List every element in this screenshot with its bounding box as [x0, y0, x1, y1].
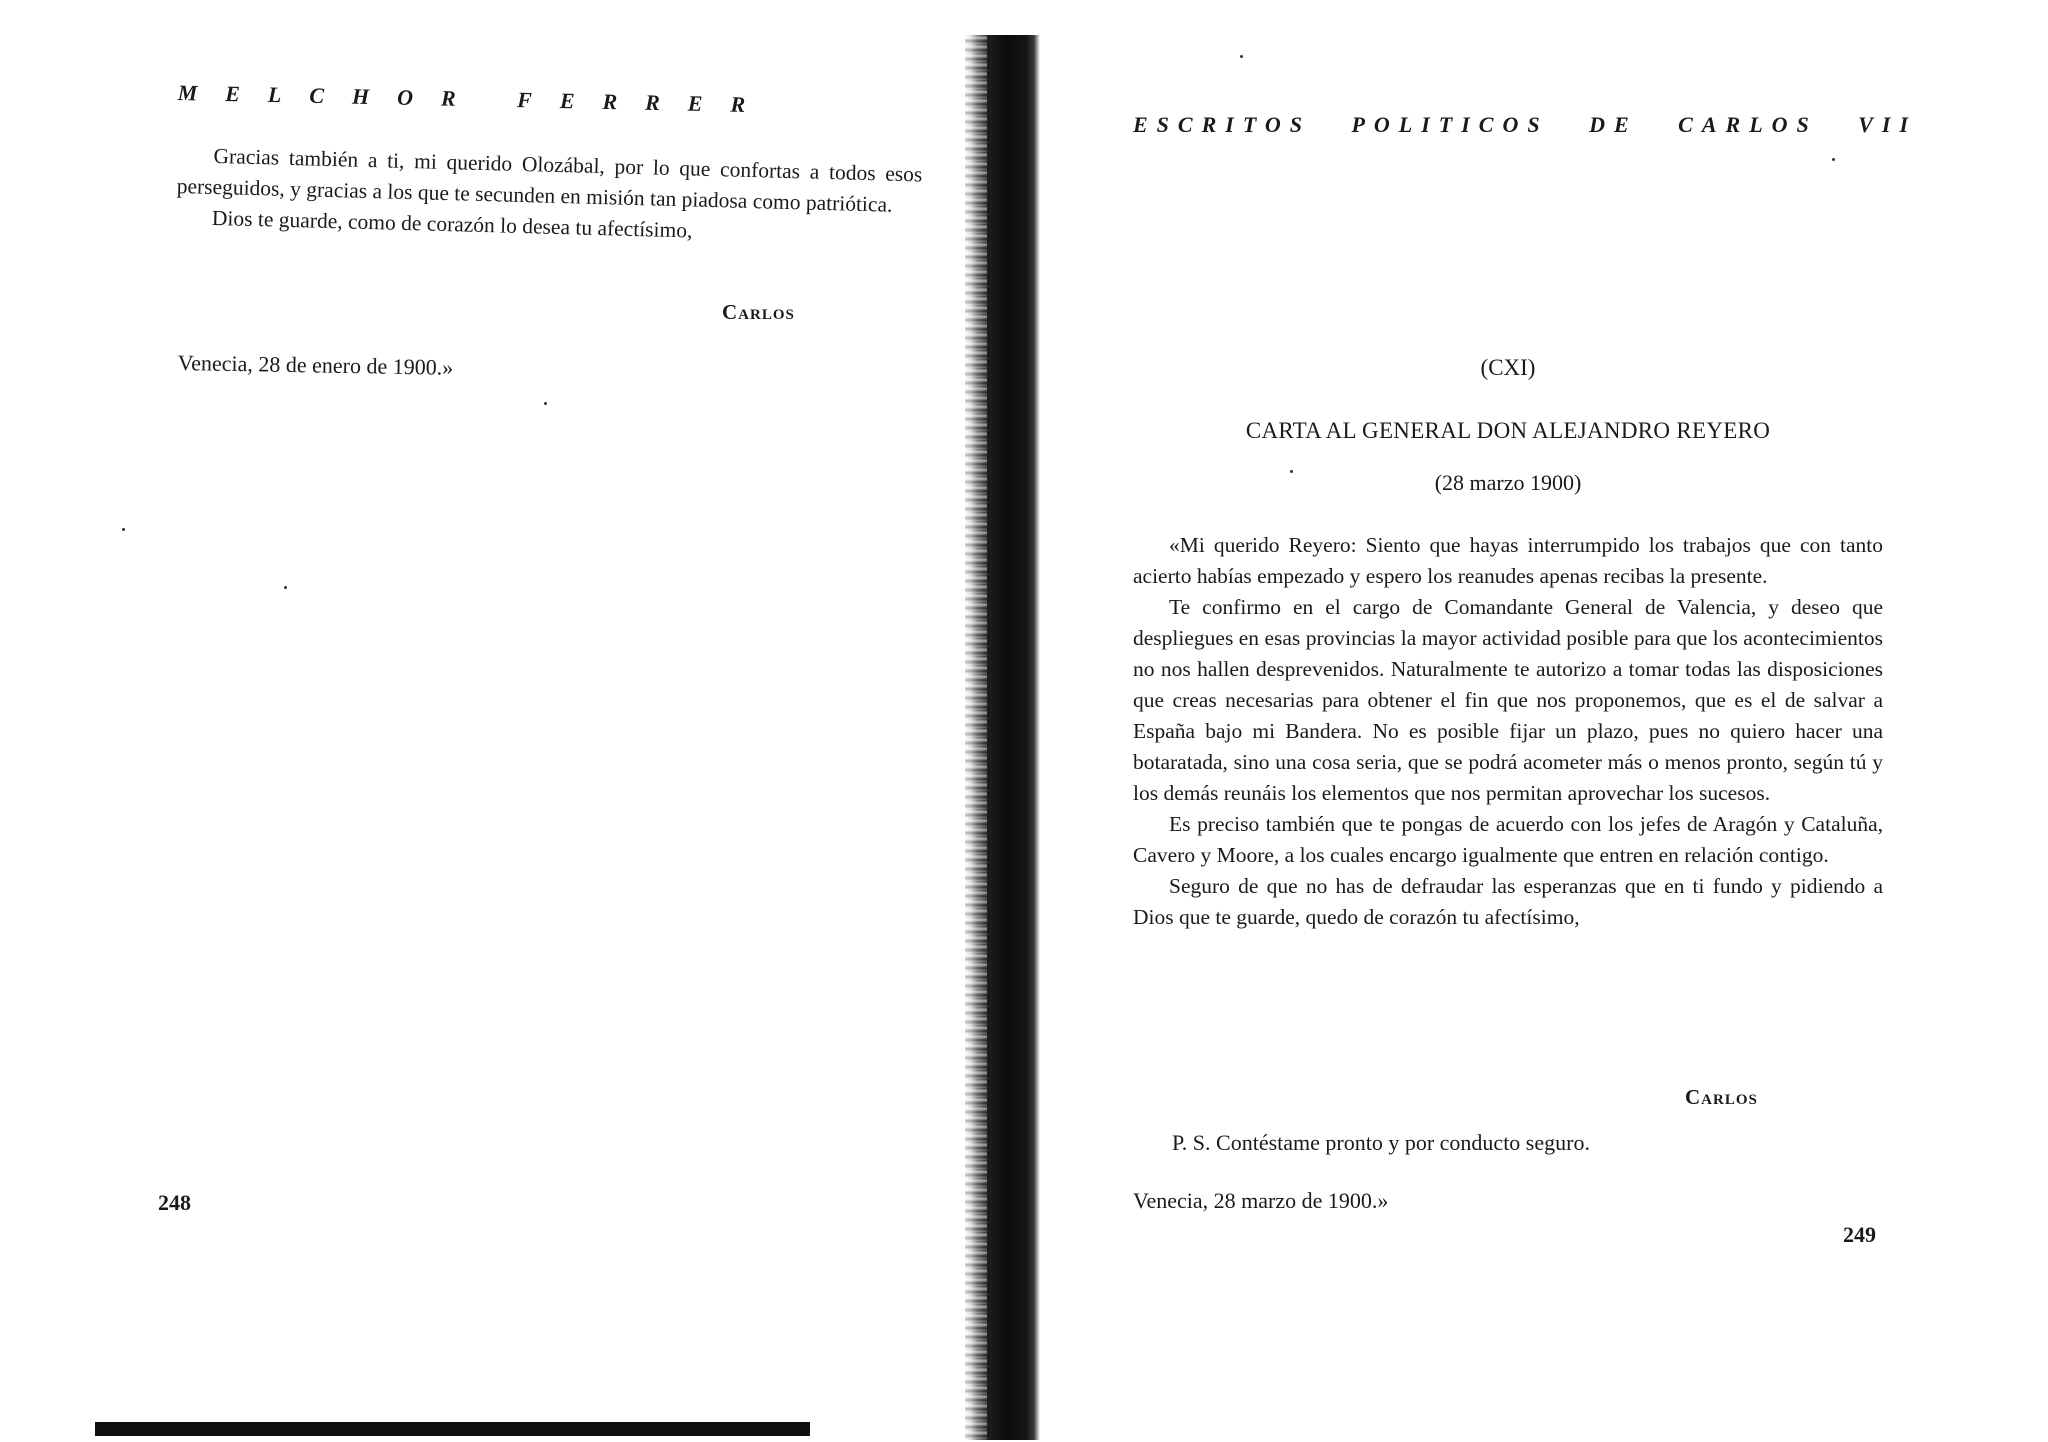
- postscript: P. S. Contéstame pronto y por conducto seguro.: [1172, 1130, 1590, 1155]
- place-date: Venecia, 28 de enero de 1900.»: [177, 350, 454, 380]
- scan-speck: [284, 586, 287, 589]
- paragraph: Dios te guarde, como de corazón lo desea tu afectísimo,: [211, 205, 693, 243]
- letter-title: CARTA AL GENERAL DON ALEJANDRO REYERO: [1245, 418, 1771, 443]
- letter-body: [1133, 530, 1883, 933]
- page-number: 249: [1843, 1222, 1876, 1247]
- paragraph: Gracias también a ti, mi querido Olozábal, por lo que confortas a todos esos perseguidos, y gracias a los que te secunden en misión tan piadosa como patriótica.: [176, 143, 923, 217]
- letter-body: [176, 140, 923, 252]
- left-page: [0, 0, 985, 1442]
- scan-speck: [1290, 470, 1293, 473]
- scan-speck: [1240, 55, 1243, 58]
- paragraph: Seguro de que no has de defraudar las esperanzas que en ti fundo y pidiendo a Dios que te guarde, quedo de corazón tu afectísimo,: [1133, 874, 1883, 929]
- scan-speck: [544, 402, 547, 405]
- running-head: ESCRITOS POLITICOS DE CARLOS VII: [1133, 112, 1918, 137]
- scan-speck: [122, 528, 125, 531]
- running-head: MELCHOR FERRER: [177, 80, 774, 118]
- letter-number: (CXI): [1480, 355, 1536, 380]
- signature: Carlos: [722, 300, 795, 324]
- bottom-rule: [95, 1422, 810, 1436]
- page-number: 248: [158, 1190, 191, 1215]
- scan-speck: [1832, 158, 1835, 161]
- signature: Carlos: [1685, 1085, 1758, 1109]
- letter-date: (28 marzo 1900): [1434, 470, 1582, 495]
- book-spine-shadow: [965, 35, 1040, 1440]
- paragraph: Te confirmo en el cargo de Comandante General de Valencia, y deseo que despliegues en esas provincias la mayor actividad posible para que los acontecimientos no nos hallen desprevenidos. Naturalmente te autorizo a tomar todas las disposiciones que creas necesarias para obtener el fin que nos proponemos, que es el de salvar a España bajo mi Bandera. No es posible fijar un plazo, pues no quiero hacer una botaratada, sino una cosa seria, que se podrá acometer más o menos pronto, según tú y los demás reunáis los elementos que nos permitan aprovechar los sucesos.: [1133, 595, 1883, 805]
- paragraph: «Mi querido Reyero: Siento que hayas interrumpido los trabajos que con tanto acierto habías empezado y espero los reanudes apenas recibas la presente.: [1133, 533, 1883, 588]
- place-date: Venecia, 28 marzo de 1900.»: [1133, 1188, 1389, 1213]
- paragraph: Es preciso también que te pongas de acuerdo con los jefes de Aragón y Cataluña, Cavero y Moore, a los cuales encargo igualmente que entren en relación contigo.: [1133, 812, 1883, 867]
